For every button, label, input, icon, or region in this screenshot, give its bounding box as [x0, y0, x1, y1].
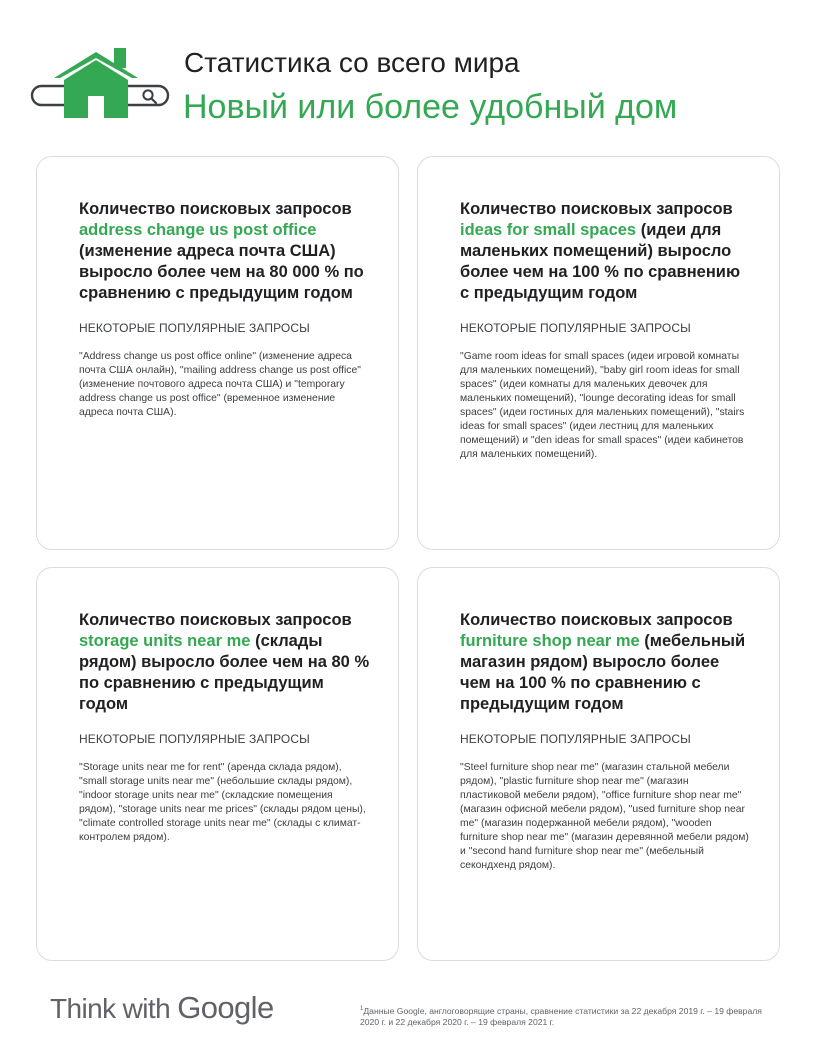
headline-prefix: Количество поисковых запросов [460, 200, 733, 218]
footnote-marker: 1 [360, 1006, 364, 1013]
headline-suffix: (идеи для маленьких помещений) выросло более чем на 100 % по сравнению с предыдущим годом [460, 221, 741, 302]
headline-prefix: Количество поисковых запросов [79, 611, 352, 629]
brand-prefix: Think with [50, 993, 178, 1024]
headline-prefix: Количество поисковых запросов [79, 200, 352, 218]
house-search-logo-icon [30, 44, 172, 124]
stat-card-storage-units [36, 567, 399, 961]
think-with-google-logo [50, 991, 274, 1026]
page-subtitle: Новый или более удобный дом [183, 88, 678, 126]
search-term-highlight: address change us post office [79, 221, 317, 239]
card-headline [460, 610, 751, 715]
headline-suffix: (изменение адреса почта США) выросло более чем на 80 000 % по сравнению с предыдущим годом [79, 242, 364, 302]
headline-suffix: (мебельный магазин рядом) выросло более чем на 100 % по сравнению с предыдущим годом [460, 632, 746, 713]
popular-queries-text: "Game room ideas for small spaces (идеи игровой комнаты для маленьких помещений), "baby girl room ideas for small spaces" (идеи комнаты для маленьких девочек для маленьких помещений), "lounge decorating ideas for small spaces" (идеи гостиных для маленьких помещений), "stairs ideas for small spaces" (идеи лестниц для маленьких помещений) и "den ideas for small spaces" (идеи кабинетов для маленьких помещений). [460, 351, 745, 460]
card-headline [79, 610, 370, 715]
stat-card-address-change [36, 156, 399, 550]
popular-queries-label: НЕКОТОРЫЕ ПОПУЛЯРНЫЕ ЗАПРОСЫ [460, 321, 691, 335]
headline-prefix: Количество поисковых запросов [460, 611, 733, 629]
search-term-highlight: storage units near me [79, 632, 251, 650]
popular-queries-label: НЕКОТОРЫЕ ПОПУЛЯРНЫЕ ЗАПРОСЫ [79, 321, 310, 335]
card-headline [460, 199, 751, 304]
brand-name: Google [177, 990, 274, 1025]
popular-queries-text: "Address change us post office online" (изменение адреса почта США онлайн), "mailing address change us post office" (изменение почтового адреса почта США) и "temporary address change us post office" (временное изменение адреса почта США). [79, 351, 361, 418]
popular-queries-text: "Steel furniture shop near me" (магазин стальной мебели рядом), "plastic furniture shop near me" (магазин пластиковой мебели рядом), "office furniture shop near me" (магазин офисной мебели рядом), "used furniture shop near me" (магазин подержанной мебели рядом), "wooden furniture shop near me" (магазин деревянной мебели рядом) и "second hand furniture shop near me" (мебельный секондхенд рядом). [460, 762, 749, 871]
popular-queries-label: НЕКОТОРЫЕ ПОПУЛЯРНЫЕ ЗАПРОСЫ [79, 732, 310, 746]
stat-card-small-spaces [417, 156, 780, 550]
footnote [360, 1006, 770, 1028]
search-term-highlight: ideas for small spaces [460, 221, 637, 239]
footnote-text: Данные Google, англоговорящие страны, сравнение статистики за 22 декабря 2019 г. – 19 февраля 2020 г. и 22 декабря 2020 г. – 19 февраля 2021 г. [360, 1006, 762, 1027]
headline-suffix: (склады рядом) выросло более чем на 80 % по сравнению с предыдущим годом [79, 632, 370, 713]
search-term-highlight: furniture shop near me [460, 632, 640, 650]
card-headline [79, 199, 370, 304]
stat-card-furniture-shop [417, 567, 780, 961]
popular-queries-text: "Storage units near me for rent" (аренда склада рядом), "small storage units near me" (небольшие склады рядом), "indoor storage units near me" (складские помещения рядом), "storage units near me prices" (склады рядом цены), "climate controlled storage units near me" (склады с климат-контролем рядом). [79, 762, 366, 843]
page-title: Статистика со всего мира [184, 47, 520, 78]
popular-queries-label: НЕКОТОРЫЕ ПОПУЛЯРНЫЕ ЗАПРОСЫ [460, 732, 691, 746]
